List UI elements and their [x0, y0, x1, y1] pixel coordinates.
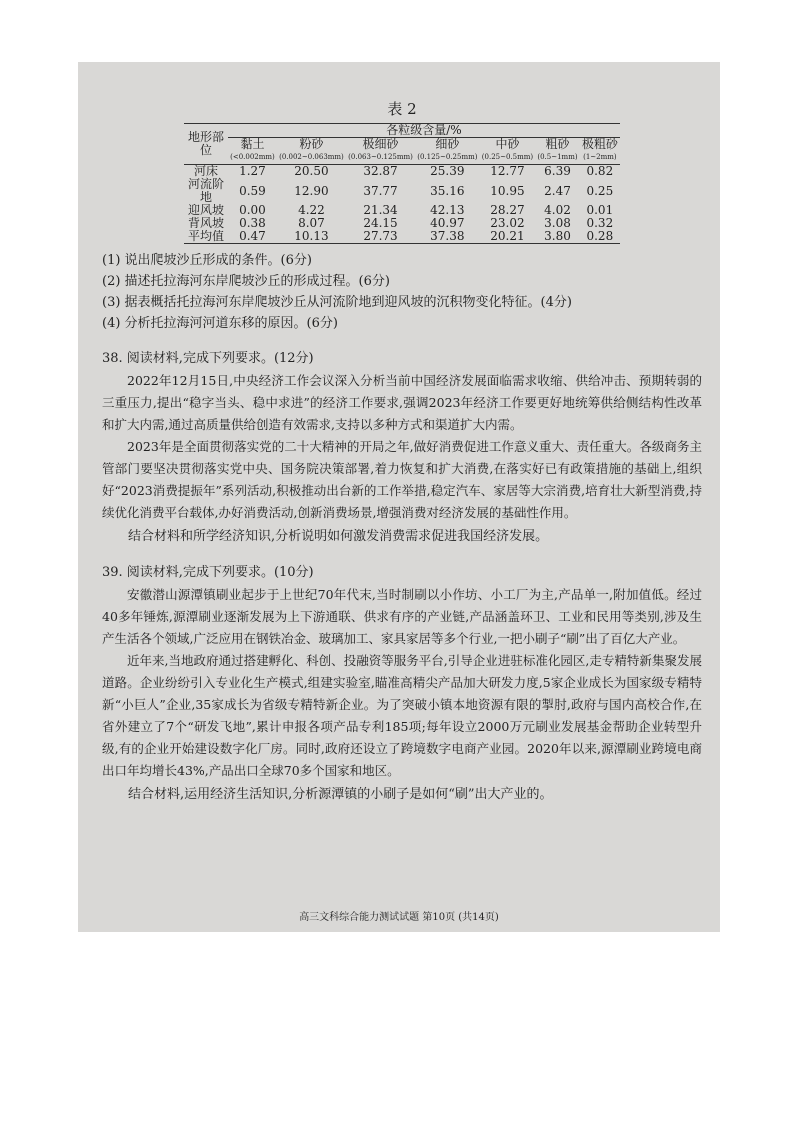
table-cell: 10.95: [490, 183, 525, 198]
table-corner-header: 地形部位: [184, 124, 228, 165]
table-cell: 3.80: [535, 230, 579, 244]
table-row: [184, 165, 620, 179]
row-label: 迎风坡: [187, 203, 224, 217]
table-cell: 25.39: [415, 165, 480, 179]
q39-paragraph: 近年来,当地政府通过搭建孵化、科创、投融资等服务平台,引导企业进驻标准化园区,走专精特新集聚发展道路。企业纷纷引入专业化生产模式,组建实验室,瞄准高精尖产品加大研发力度,5家企业成长为国家级专精特新“小巨人”企业,35家成长为省级专精特新企业。为了突破小镇本地资源有限的掣肘,政府与国内高校合作,在省外建立了7个“研发飞地”,累计申报各项产品专利185项;每年设立2000万元刷业发展基金帮助企业转型升级,有的企业开始建设数字化厂房。同时,政府还设立了跨境数字电商产业园。2020年以来,源潭刷业跨境电商出口年均增长43%,产品出口全球70多个国家和地区。: [102, 653, 702, 778]
table-cell: 0.47: [228, 230, 277, 244]
table-cell: 12.90: [294, 183, 329, 198]
table-cell: 27.73: [346, 230, 415, 244]
row-label: 河床: [184, 165, 228, 179]
column-range: (1~2mm): [583, 153, 617, 161]
table-cell: 0.82: [580, 165, 620, 179]
table-cell: 20.21: [480, 230, 536, 244]
row-label: 背风坡: [187, 216, 224, 230]
q37-item: (4) 分析托拉海河河道东移的原因。(6分): [102, 316, 338, 331]
column-range: (0.063~0.125mm): [348, 153, 413, 161]
table-cell: 35.16: [430, 183, 465, 198]
grain-size-table: [184, 123, 620, 244]
table-cell: 10.13: [277, 230, 346, 244]
table-row: [184, 230, 620, 244]
q38-task: 结合材料和所学经济知识,分析说明如何激发消费需求促进我国经济发展。: [128, 529, 549, 544]
page-content: [102, 72, 702, 806]
q38-paragraph: 2023年是全面贯彻落实党的二十大精神的开局之年,做好消费促进工作意义重大、责任重大。各级商务主管部门要坚决贯彻落实党中央、国务院决策部署,着力恢复和扩大消费,在落实好已有政策措施的基础上,组织好“2023消费提振年”系列活动,积极推动出台新的工作举措,稳定汽车、家居等大宗消费,培育壮大新型消费,持续优化消费平台载体,办好消费活动,创新消费场景,增强消费对经济发展的基础性作用。: [102, 439, 702, 520]
q39-task: 结合材料,运用经济生活知识,分析源潭镇的小刷子是如何“刷”出大产业的。: [128, 787, 553, 802]
column-header: [277, 138, 346, 165]
column-range: (0.125~0.25mm): [417, 153, 478, 161]
table-cell: 0.01: [586, 203, 614, 217]
table-cell: 6.39: [535, 165, 579, 179]
table-cell: 4.22: [298, 203, 325, 217]
column-name: 粗砂: [545, 137, 570, 151]
row-label: 河流阶地: [187, 177, 224, 204]
column-header: [415, 138, 480, 165]
column-name: 极细砂: [362, 137, 399, 151]
column-name: 中砂: [495, 137, 520, 151]
column-name: 黏土: [240, 137, 265, 151]
page-footer: 高三文科综合能力测试试题 第10页 (共14页): [299, 912, 499, 923]
table-cell: 2.47: [544, 183, 571, 198]
column-header: [535, 138, 579, 165]
question-38: [102, 348, 702, 548]
column-header: [480, 138, 536, 165]
table-row: [184, 178, 620, 204]
q37-item: (2) 描述托拉海河东岸爬坡沙丘的形成过程。(6分): [102, 274, 390, 289]
column-range: (0.25~0.5mm): [481, 153, 534, 161]
table-group-header: 各粒级含量/%: [228, 124, 620, 138]
table-cell: 42.13: [430, 203, 465, 217]
column-range: (<0.002mm): [230, 153, 275, 161]
table-cell: 0.32: [586, 216, 614, 230]
table-cell: 0.38: [239, 216, 266, 230]
table-cell: 28.27: [490, 203, 525, 217]
column-header: [228, 138, 277, 165]
table-cell: 23.02: [490, 216, 525, 230]
table-cell: 0.00: [239, 203, 266, 217]
q38-heading: 38. 阅读材料,完成下列要求。(12分): [102, 351, 314, 366]
table-cell: 0.28: [580, 230, 620, 244]
column-header: [346, 138, 415, 165]
table-cell: 8.07: [298, 216, 325, 230]
column-range: (0.5~1mm): [537, 153, 578, 161]
q39-heading: 39. 阅读材料,完成下列要求。(10分): [102, 565, 314, 580]
exam-page: [78, 62, 720, 932]
table-caption: 表 2: [387, 100, 417, 118]
row-label: 平均值: [184, 230, 228, 244]
column-range: (0.002~0.063mm): [279, 153, 344, 161]
column-header: [580, 138, 620, 165]
q37-item: (3) 据表概括托拉海河东岸爬坡沙丘从河流阶地到迎风坡的沉积物变化特征。(4分): [102, 295, 572, 310]
table-cell: 3.08: [544, 216, 571, 230]
q37-item: (1) 说出爬坡沙丘形成的条件。(6分): [102, 253, 312, 268]
column-name: 细砂: [435, 137, 460, 151]
column-name: 粉砂: [299, 137, 324, 151]
table-cell: 40.97: [430, 216, 465, 230]
column-name: 极粗砂: [581, 137, 618, 151]
table-cell: 0.25: [586, 183, 614, 198]
table-cell: 32.87: [346, 165, 415, 179]
table-cell: 0.59: [239, 183, 266, 198]
table-cell: 21.34: [363, 203, 398, 217]
question-39: [102, 562, 702, 806]
table-cell: 20.50: [277, 165, 346, 179]
q38-paragraph: 2022年12月15日,中央经济工作会议深入分析当前中国经济发展面临需求收缩、供给冲击、预期转弱的三重压力,提出“稳字当头、稳中求进”的经济工作要求,强调2023年经济工作要更好地统筹供给侧结构性改革和扩大内需,通过高质量供给创造有效需求,支持以多种方式和渠道扩大内需。: [102, 373, 702, 432]
q37-subquestions: [102, 250, 702, 334]
table-cell: 4.02: [544, 203, 571, 217]
table-cell: 24.15: [363, 216, 398, 230]
table-cell: 37.38: [415, 230, 480, 244]
table-cell: 1.27: [228, 165, 277, 179]
q39-paragraph: 安徽潜山源潭镇刷业起步于上世纪70年代末,当时制刷以小作坊、小工厂为主,产品单一,附加值低。经过40多年锤炼,源潭刷业逐渐发展为上下游通联、供求有序的产业链,产品涵盖环卫、工业和民用等类别,涉及生产生活各个领域,广泛应用在钢铁冶金、玻璃加工、家具家居等多个行业,一把小刷子“刷”出了百亿大产业。: [102, 587, 702, 646]
table-cell: 37.77: [363, 183, 398, 198]
table-cell: 12.77: [480, 165, 536, 179]
